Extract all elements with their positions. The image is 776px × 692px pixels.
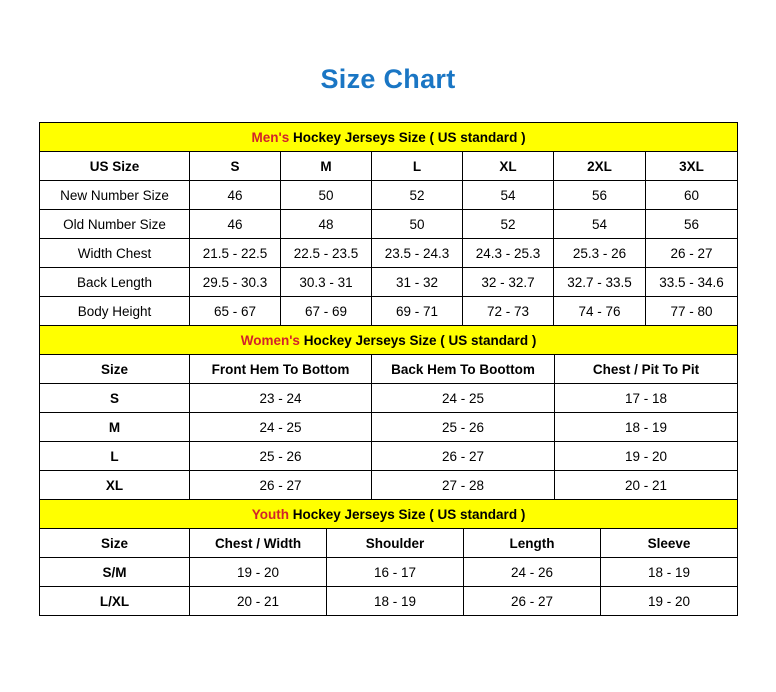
mens-cell-4-5: 77 - 80	[646, 297, 738, 326]
mens-col-4: XL	[463, 152, 554, 181]
table-row	[40, 181, 738, 210]
mens-cell-4-2: 69 - 71	[372, 297, 463, 326]
womens-col-1: Front Hem To Bottom	[190, 355, 372, 384]
mens-col-1: S	[190, 152, 281, 181]
mens-header-row	[40, 152, 738, 181]
youth-size-table	[39, 499, 738, 616]
womens-cell-1-2: 18 - 19	[555, 413, 738, 442]
youth-col-0: Size	[40, 529, 190, 558]
womens-heading-accent: Women's	[240, 332, 300, 348]
mens-col-2: M	[281, 152, 372, 181]
youth-header-row	[40, 529, 738, 558]
mens-cell-1-1: 48	[281, 210, 372, 239]
womens-cell-1-0: 24 - 25	[190, 413, 372, 442]
youth-section-heading-row	[40, 500, 738, 529]
mens-section-heading	[40, 123, 738, 152]
mens-cell-0-1: 50	[281, 181, 372, 210]
mens-cell-3-4: 32.7 - 33.5	[554, 268, 646, 297]
womens-row-label-2: L	[40, 442, 190, 471]
womens-cell-3-2: 20 - 21	[555, 471, 738, 500]
mens-cell-3-3: 32 - 32.7	[463, 268, 554, 297]
table-row	[40, 413, 738, 442]
table-row	[40, 471, 738, 500]
womens-col-2: Back Hem To Boottom	[372, 355, 555, 384]
youth-col-1: Chest / Width	[190, 529, 327, 558]
youth-cell-1-0: 20 - 21	[190, 587, 327, 616]
table-row	[40, 384, 738, 413]
youth-cell-0-0: 19 - 20	[190, 558, 327, 587]
table-row	[40, 297, 738, 326]
youth-section-heading	[40, 500, 738, 529]
mens-col-3: L	[372, 152, 463, 181]
womens-cell-0-0: 23 - 24	[190, 384, 372, 413]
mens-cell-2-0: 21.5 - 22.5	[190, 239, 281, 268]
womens-section-heading	[40, 326, 738, 355]
womens-row-label-3: XL	[40, 471, 190, 500]
mens-cell-2-5: 26 - 27	[646, 239, 738, 268]
womens-size-table	[39, 325, 738, 500]
mens-heading-accent: Men's	[251, 129, 290, 145]
size-chart-tables	[39, 93, 737, 616]
womens-cell-3-1: 27 - 28	[372, 471, 555, 500]
mens-cell-1-0: 46	[190, 210, 281, 239]
table-row	[40, 587, 738, 616]
mens-cell-3-1: 30.3 - 31	[281, 268, 372, 297]
mens-cell-4-4: 74 - 76	[554, 297, 646, 326]
womens-cell-2-2: 19 - 20	[555, 442, 738, 471]
mens-cell-3-2: 31 - 32	[372, 268, 463, 297]
table-row	[40, 239, 738, 268]
mens-row-label-3: Back Length	[40, 268, 190, 297]
womens-col-0: Size	[40, 355, 190, 384]
youth-cell-0-3: 18 - 19	[601, 558, 738, 587]
mens-cell-2-1: 22.5 - 23.5	[281, 239, 372, 268]
mens-cell-2-4: 25.3 - 26	[554, 239, 646, 268]
mens-cell-0-4: 56	[554, 181, 646, 210]
youth-cell-1-2: 26 - 27	[464, 587, 601, 616]
mens-col-5: 2XL	[554, 152, 646, 181]
mens-cell-0-0: 46	[190, 181, 281, 210]
youth-cell-1-3: 19 - 20	[601, 587, 738, 616]
mens-row-label-2: Width Chest	[40, 239, 190, 268]
womens-cell-0-1: 24 - 25	[372, 384, 555, 413]
mens-cell-4-3: 72 - 73	[463, 297, 554, 326]
womens-cell-2-0: 25 - 26	[190, 442, 372, 471]
youth-heading-rest: Hockey Jerseys Size ( US standard )	[288, 506, 526, 522]
mens-section-heading-row	[40, 123, 738, 152]
womens-cell-3-0: 26 - 27	[190, 471, 372, 500]
womens-row-label-1: M	[40, 413, 190, 442]
youth-heading-accent: Youth	[251, 506, 289, 522]
youth-row-label-1: L/XL	[40, 587, 190, 616]
mens-cell-0-5: 60	[646, 181, 738, 210]
womens-cell-1-1: 25 - 26	[372, 413, 555, 442]
mens-cell-2-3: 24.3 - 25.3	[463, 239, 554, 268]
youth-row-label-0: S/M	[40, 558, 190, 587]
mens-cell-2-2: 23.5 - 24.3	[372, 239, 463, 268]
youth-cell-0-1: 16 - 17	[327, 558, 464, 587]
mens-size-table	[39, 122, 738, 326]
mens-cell-0-2: 52	[372, 181, 463, 210]
mens-cell-1-3: 52	[463, 210, 554, 239]
womens-cell-0-2: 17 - 18	[555, 384, 738, 413]
youth-col-4: Sleeve	[601, 529, 738, 558]
mens-cell-4-1: 67 - 69	[281, 297, 372, 326]
womens-col-3: Chest / Pit To Pit	[555, 355, 738, 384]
mens-row-label-4: Body Height	[40, 297, 190, 326]
mens-cell-1-5: 56	[646, 210, 738, 239]
youth-col-2: Shoulder	[327, 529, 464, 558]
womens-section-heading-row	[40, 326, 738, 355]
youth-cell-0-2: 24 - 26	[464, 558, 601, 587]
mens-cell-3-0: 29.5 - 30.3	[190, 268, 281, 297]
womens-cell-2-1: 26 - 27	[372, 442, 555, 471]
mens-cell-4-0: 65 - 67	[190, 297, 281, 326]
mens-cell-3-5: 33.5 - 34.6	[646, 268, 738, 297]
womens-heading-rest: Hockey Jerseys Size ( US standard )	[299, 332, 537, 348]
table-row	[40, 442, 738, 471]
mens-col-0: US Size	[40, 152, 190, 181]
womens-header-row	[40, 355, 738, 384]
mens-row-label-1: Old Number Size	[40, 210, 190, 239]
mens-heading-rest: Hockey Jerseys Size ( US standard )	[289, 129, 526, 145]
page-title: Size Chart	[320, 64, 456, 94]
mens-col-6: 3XL	[646, 152, 738, 181]
table-row	[40, 210, 738, 239]
youth-col-3: Length	[464, 529, 601, 558]
mens-cell-1-4: 54	[554, 210, 646, 239]
mens-row-label-0: New Number Size	[40, 181, 190, 210]
youth-cell-1-1: 18 - 19	[327, 587, 464, 616]
mens-cell-1-2: 50	[372, 210, 463, 239]
womens-row-label-0: S	[40, 384, 190, 413]
table-row	[40, 268, 738, 297]
table-row	[40, 558, 738, 587]
mens-cell-0-3: 54	[463, 181, 554, 210]
